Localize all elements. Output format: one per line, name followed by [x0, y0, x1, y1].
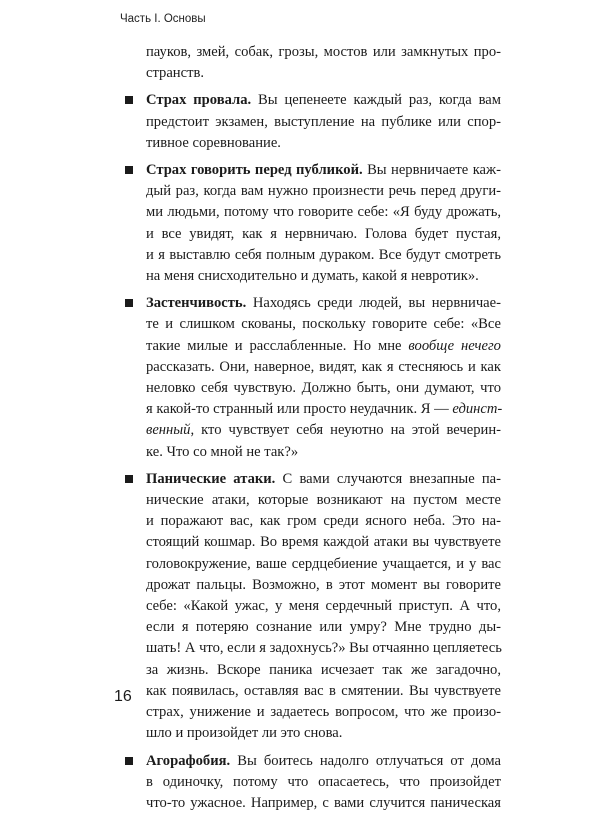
- intro-paragraph: пауков, змей, собак, грозы, мостов или замкнутых про- странств.: [125, 42, 501, 84]
- list-item: Страх провала. Вы цепенеете каждый раз, когда вам предстоит экзамен, выступление на публике или спор- тивное соревнование.: [125, 90, 501, 154]
- bullet-marker: [125, 96, 133, 104]
- list-item-term: Панические атаки.: [146, 471, 275, 487]
- page-text: [125, 42, 501, 814]
- list-item: Страх говорить перед публикой. Вы нервничаете каж- дый раз, когда вам нужно произнести речь перед други- ми людьми, потому что говорите себе: «Я буду дрожать, и все увидят, как я нервничаю. Голова будет пустая, и я выставлю себя полным дураком. Все будут смотреть на меня снисходительно и думать, какой я невротик».: [125, 160, 501, 287]
- list-item-term: Агорафобия.: [146, 753, 230, 769]
- bullet-marker: [125, 299, 133, 307]
- list-item: Агорафобия. Вы боитесь надолго отлучаться от дома в одиночку, потому что опасаетесь, что произойдет что-то ужасное. Например, с вами случится паническая: [125, 751, 501, 814]
- bullet-marker: [125, 757, 133, 765]
- list-item-term: Страх говорить перед публикой.: [146, 162, 363, 178]
- bullet-marker: [125, 475, 133, 483]
- list-item: Панические атаки. С вами случаются внезапные па- нические атаки, которые возникают на пустом месте и поражают вас, как гром среди ясного неба. Это на- стоящий кошмар. Во время каждой атаки вы чувствуете головокружение, ваше сердцебиение учащается, и у вас дрожат пальцы. Возможно, в этот момент вы говорите себе: «Какой ужас, у меня сердечный приступ. А что, если я потеряю сознание или умру? Мне трудно ды- шать! А что, если я задохнусь?» Вы отчаянно цепляетесь за жизнь. Вскоре паника исчезает так же загадочно, как появилась, оставляя вас в смятении. Вы чувствуете страх, унижение и задаетесь вопросом, что же произо- шло и произойдет ли это снова.: [125, 469, 501, 745]
- list-item-term: Застенчивость.: [146, 295, 246, 311]
- running-head: Часть I. Основы: [120, 13, 206, 25]
- list-item: Застенчивость. Находясь среди людей, вы нервничае- те и слишком скованы, поскольку говорите себе: «Все такие милые и расслабленные. Но мне вообще нечего рассказать. Они, наверное, видят, как я стесняюсь и как неловко себя чувствую. Должно быть, они думают, что я какой-то странный или просто неудачник. Я — единст- венный, кто чувствует себя неуютно на этой вечерин- ке. Что со мной не так?»: [125, 293, 501, 463]
- bullet-marker: [125, 166, 133, 174]
- list-item-term: Страх провала.: [146, 92, 251, 108]
- page-number: 16: [114, 688, 132, 706]
